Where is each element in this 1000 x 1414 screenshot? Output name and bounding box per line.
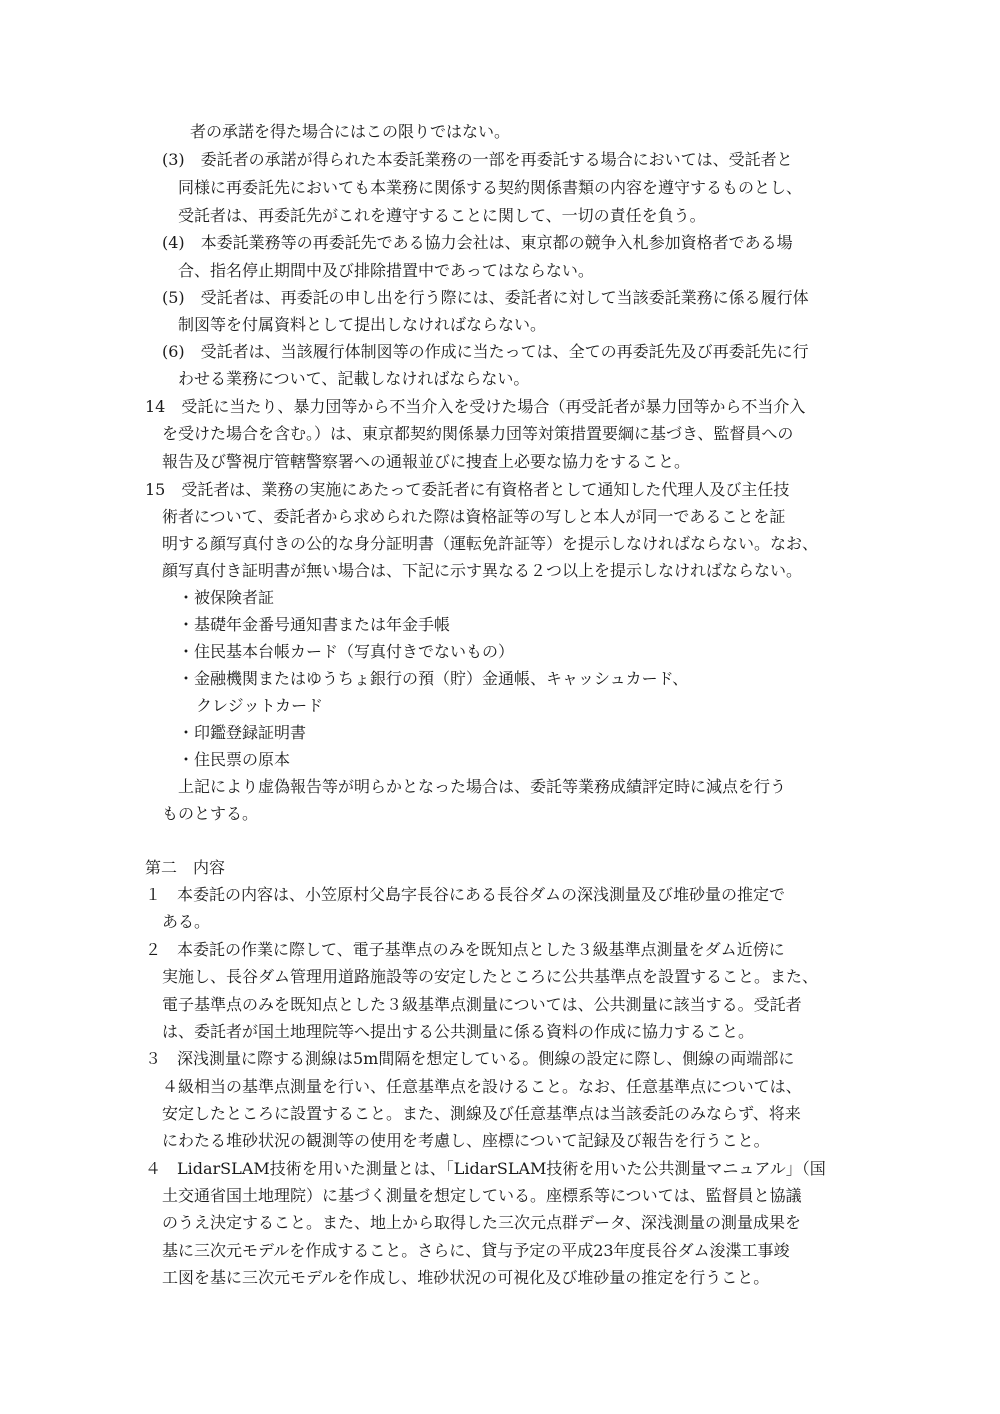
text-line: 受託者は、再委託先がこれを遵守することに関して、一切の責任を負う。 [178, 206, 706, 225]
text-line: 上記により虚偽報告等が明らかとなった場合は、委託等業務成績評定時に減点を行う [178, 777, 787, 796]
section-heading: 第二 内容 [145, 858, 226, 877]
text-line: 電子基準点のみを既知点とした３級基準点測量については、公共測量に該当する。受託者 [162, 995, 802, 1014]
text-line: 同様に再委託先においても本業務に関係する契約関係書類の内容を遵守するものとし、 [178, 178, 803, 197]
text-line: のうえ決定すること。また、地上から取得した三次元点群データ、深浅測量の測量成果を [162, 1213, 802, 1232]
text-line: わせる業務について、記載しなければならない。 [178, 369, 530, 388]
text-line: 制図等を付属資料として提出しなければならない。 [178, 315, 547, 334]
text-line: ４級相当の基準点測量を行い、任意基準点を設けること。なお、任意基準点については、 [162, 1077, 802, 1096]
list-item: ・住民基本台帳カード（写真付きでないもの） [178, 642, 515, 661]
text-line: (3) 委託者の承諾が得られた本委託業務の一部を再委託する場合においては、受託者と [162, 150, 793, 169]
text-line: ものとする。 [162, 804, 259, 823]
text-line: (4) 本委託業務等の再委託先である協力会社は、東京都の競争入札参加資格者である場 [162, 233, 793, 252]
text-line: 者の承諾を得た場合にはこの限りではない。 [190, 122, 511, 141]
text-line: ２ 本委託の作業に際して、電子基準点のみを既知点とした３級基準点測量をダム近傍に [145, 940, 785, 959]
text-line: 土交通省国土地理院）に基づく測量を想定している。座標系等については、監督員と協議 [162, 1186, 802, 1205]
text-line: 基に三次元モデルを作成すること。さらに、貸与予定の平成23年度長谷ダム浚渫工事竣 [162, 1241, 790, 1260]
text-line: 明する顔写真付きの公的な身分証明書（運転免許証等）を提示しなければならない。なお、 [162, 534, 819, 553]
list-item: ・基礎年金番号通知書または年金手帳 [178, 615, 451, 634]
text-line: 報告及び警視庁管轄警察署への通報並びに捜査上必要な協力をすること。 [162, 452, 691, 471]
list-item: ・金融機関またはゆうちょ銀行の預（貯）金通帳、キャッシュカード、 [178, 669, 689, 688]
text-line: ある。 [162, 912, 211, 931]
text-line: ４ LidarSLAM技術を用いた測量とは、「LidarSLAM技術を用いた公共測量マニュアル」（国 [145, 1159, 826, 1178]
text-line: 顔写真付き証明書が無い場合は、下記に示す異なる２つ以上を提示しなければならない。 [162, 561, 803, 580]
text-line: 安定したところに設置すること。また、測線及び任意基準点は当該委託のみならず、将来 [162, 1104, 801, 1123]
list-item: ・住民票の原本 [178, 750, 291, 769]
text-line: 術者について、委託者から求められた際は資格証等の写しと本人が同一であることを証 [162, 507, 786, 526]
text-line: 14 受託に当たり、暴力団等から不当介入を受けた場合（再受託者が暴力団等から不当介入 [145, 397, 806, 416]
text-line: ３ 深浅測量に際する測線は5m間隔を想定している。側線の設定に際し、側線の両端部に [145, 1049, 795, 1068]
list-item: ・被保険者証 [178, 588, 275, 607]
list-item: ・印鑑登録証明書 [178, 723, 307, 742]
text-line: 工図を基に三次元モデルを作成し、堆砂状況の可視化及び堆砂量の推定を行うこと。 [162, 1268, 770, 1287]
text-line: 合、指名停止期間中及び排除措置中であってはならない。 [178, 261, 594, 280]
text-line: (6) 受託者は、当該履行体制図等の作成に当たっては、全ての再委託先及び再委託先に行 [162, 342, 809, 361]
text-line: は、委託者が国土地理院等へ提出する公共測量に係る資料の作成に協力すること。 [162, 1022, 755, 1041]
text-line: にわたる堆砂状況の観測等の使用を考慮し、座標について記録及び報告を行うこと。 [162, 1131, 770, 1150]
text-line: １ 本委託の内容は、小笠原村父島字長谷にある長谷ダムの深浅測量及び堆砂量の推定で [145, 885, 786, 904]
text-line: 15 受託者は、業務の実施にあたって委託者に有資格者として通知した代理人及び主任技 [145, 480, 790, 499]
text-line: (5) 受託者は、再委託の申し出を行う際には、委託者に対して当該委託業務に係る履行体 [162, 288, 809, 307]
text-line: を受けた場合を含む。）は、東京都契約関係暴力団等対策措置要綱に基づき、監督員への [162, 424, 794, 443]
text-line: 実施し、長谷ダム管理用道路施設等の安定したところに公共基準点を設置すること。また、 [162, 967, 819, 986]
list-item-continuation: クレジットカード [196, 696, 324, 715]
